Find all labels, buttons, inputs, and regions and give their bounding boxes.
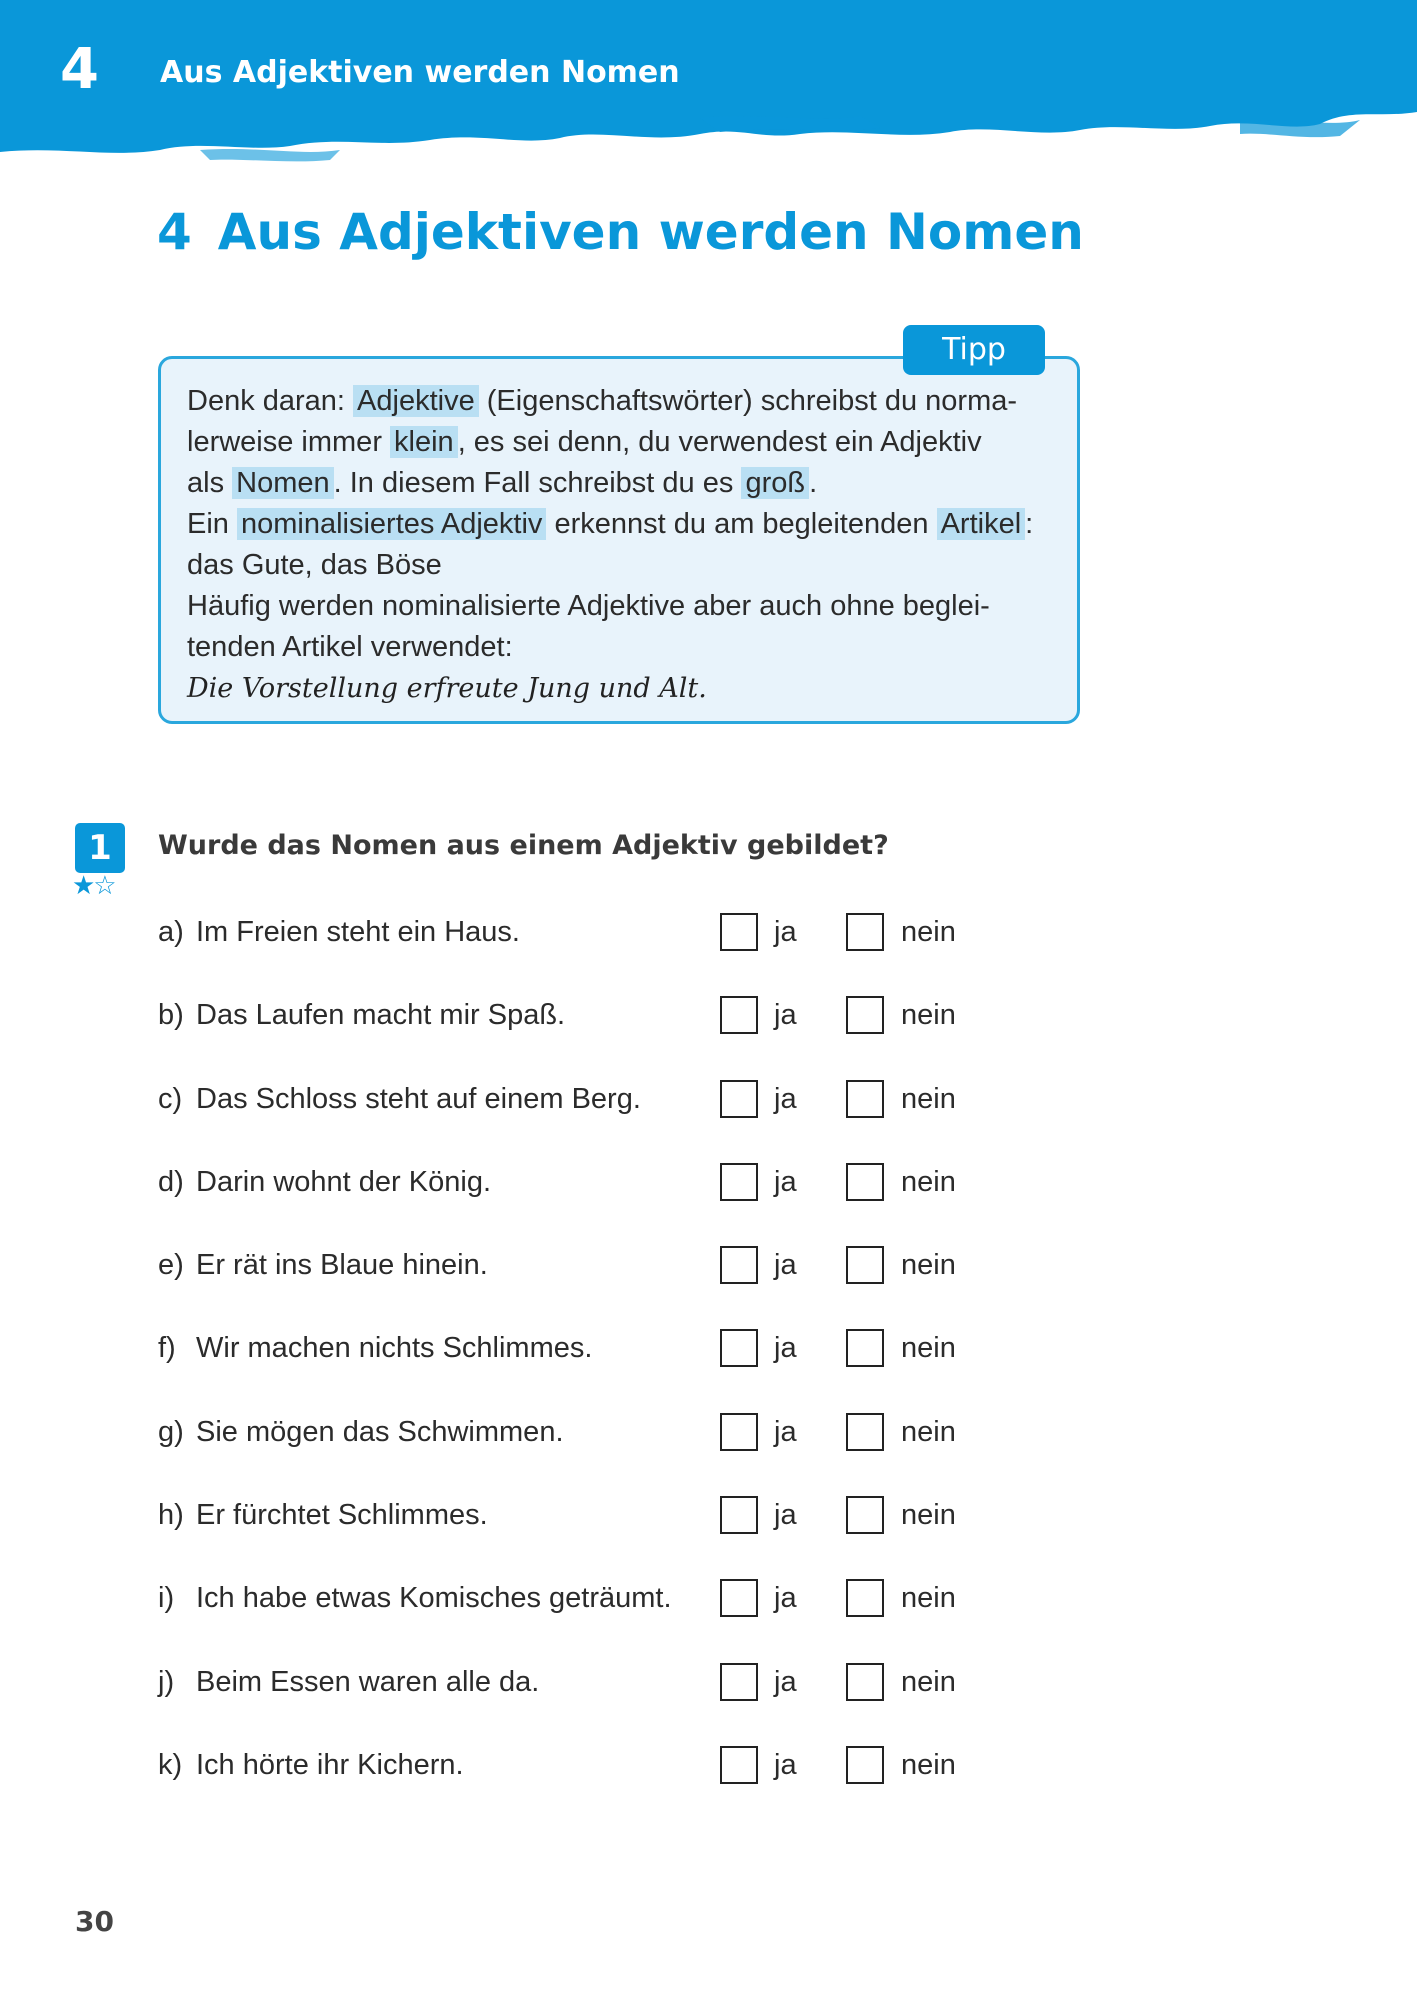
item-letter: h) <box>158 1499 184 1532</box>
item-letter: a) <box>158 916 184 948</box>
checkbox-ja[interactable] <box>720 996 758 1034</box>
checkbox-ja[interactable] <box>720 1163 758 1201</box>
task-number-badge: 1 <box>75 823 125 873</box>
item-letter: b) <box>158 999 184 1032</box>
item-letter: d) <box>158 1165 184 1198</box>
page-title-text: Aus Adjektiven werden Nomen <box>217 203 1084 261</box>
item-sentence: Darin wohnt der König. <box>196 1165 491 1198</box>
option-nein-label: nein <box>901 1748 956 1781</box>
checkbox-ja[interactable] <box>720 1496 758 1534</box>
option-nein-label: nein <box>901 1415 956 1448</box>
chapter-number: 4 <box>60 37 99 102</box>
tipp-box <box>158 356 1080 724</box>
tipp-text-segment: , es sei denn, du verwendest ein Adjektiv <box>457 426 982 458</box>
item-sentence: Beim Essen waren alle da. <box>196 1665 540 1698</box>
item-sentence: Ich hörte ihr Kichern. <box>196 1748 464 1781</box>
option-nein-label: nein <box>901 1665 956 1698</box>
exercise-item <box>158 1737 1058 1820</box>
checkbox-ja[interactable] <box>720 1246 758 1284</box>
checkbox-nein[interactable] <box>846 913 884 951</box>
option-ja-label: ja <box>774 1082 797 1115</box>
option-ja-label: ja <box>774 1249 797 1282</box>
exercise-item <box>158 1071 1058 1154</box>
highlighted-term: klein <box>390 426 458 458</box>
checkbox-ja[interactable] <box>720 1080 758 1118</box>
checkbox-nein[interactable] <box>846 1329 884 1367</box>
option-ja-label: ja <box>774 1582 797 1615</box>
exercise-item <box>158 904 1058 987</box>
option-nein-label: nein <box>901 1082 956 1115</box>
exercise-item <box>158 1570 1058 1653</box>
option-nein-label: nein <box>901 1332 956 1365</box>
tipp-text-segment: tenden Artikel verwendet: <box>187 631 513 663</box>
exercise-item <box>158 1320 1058 1403</box>
tipp-text-segment: . <box>809 467 818 499</box>
checkbox-ja[interactable] <box>720 913 758 951</box>
tipp-text-segment: (Eigenschaftswörter) schreibst du norma- <box>478 385 1018 417</box>
item-letter: j) <box>158 1665 175 1698</box>
option-ja-label: ja <box>774 1748 797 1781</box>
tipp-example: Die Vorstellung erfreute Jung und Alt. <box>187 673 707 704</box>
chapter-banner <box>0 0 1417 185</box>
highlighted-term: Nomen <box>232 467 334 499</box>
exercise-item <box>158 1404 1058 1487</box>
checkbox-nein[interactable] <box>846 996 884 1034</box>
task-question: Wurde das Nomen aus einem Adjektiv gebildet? <box>158 830 889 861</box>
option-nein-label: nein <box>901 1249 956 1282</box>
option-nein-label: nein <box>901 1165 956 1198</box>
checkbox-nein[interactable] <box>846 1246 884 1284</box>
tipp-label: Tipp <box>903 325 1045 375</box>
item-sentence: Ich habe etwas Komisches geträumt. <box>196 1582 672 1615</box>
highlighted-term: groß <box>741 467 809 499</box>
tipp-text-segment: Häufig werden nominalisierte Adjektive aber auch ohne beglei- <box>187 590 990 622</box>
item-sentence: Sie mögen das Schwimmen. <box>196 1415 564 1448</box>
checkbox-nein[interactable] <box>846 1496 884 1534</box>
option-ja-label: ja <box>774 1499 797 1532</box>
item-letter: k) <box>158 1748 183 1781</box>
exercise-item <box>158 987 1058 1070</box>
difficulty-stars-icon: ★☆ <box>72 870 115 900</box>
option-ja-label: ja <box>774 1665 797 1698</box>
checkbox-ja[interactable] <box>720 1746 758 1784</box>
tipp-text-segment: lerweise immer <box>187 426 391 458</box>
tipp-text-segment: : <box>1025 508 1034 540</box>
exercise-item <box>158 1237 1058 1320</box>
item-letter: c) <box>158 1082 183 1115</box>
checkbox-nein[interactable] <box>846 1579 884 1617</box>
checkbox-nein[interactable] <box>846 1080 884 1118</box>
exercise-item <box>158 1654 1058 1737</box>
item-sentence: Im Freien steht ein Haus. <box>196 916 520 948</box>
item-sentence: Er fürchtet Schlimmes. <box>196 1499 488 1532</box>
checkbox-ja[interactable] <box>720 1663 758 1701</box>
item-letter: i) <box>158 1582 175 1615</box>
option-nein-label: nein <box>901 1582 956 1615</box>
item-sentence: Das Schloss steht auf einem Berg. <box>196 1082 641 1115</box>
page-number: 30 <box>75 1905 114 1938</box>
tipp-text-segment: erkennst du am begleitenden <box>546 508 937 540</box>
option-nein-label: nein <box>901 916 956 948</box>
checkbox-ja[interactable] <box>720 1413 758 1451</box>
checkbox-ja[interactable] <box>720 1329 758 1367</box>
tipp-text-segment: . In diesem Fall schreibst du es <box>333 467 742 499</box>
exercise-list <box>158 904 1058 1820</box>
item-letter: e) <box>158 1249 184 1282</box>
option-ja-label: ja <box>774 1165 797 1198</box>
exercise-item <box>158 1487 1058 1570</box>
option-ja-label: ja <box>774 916 797 948</box>
checkbox-nein[interactable] <box>846 1413 884 1451</box>
option-nein-label: nein <box>901 1499 956 1532</box>
brush-stroke-banner <box>0 0 1417 185</box>
page-title <box>157 205 1084 260</box>
item-sentence: Er rät ins Blaue hinein. <box>196 1249 488 1282</box>
highlighted-term: Artikel <box>937 508 1026 540</box>
tipp-text-segment: das Gute, das Böse <box>187 549 442 581</box>
option-ja-label: ja <box>774 1415 797 1448</box>
page-title-number: 4 <box>157 203 192 261</box>
item-sentence: Das Laufen macht mir Spaß. <box>196 999 566 1032</box>
option-ja-label: ja <box>774 999 797 1032</box>
chapter-title: Aus Adjektiven werden Nomen <box>160 55 680 90</box>
item-letter: g) <box>158 1415 184 1448</box>
exercise-item <box>158 1154 1058 1237</box>
highlighted-term: Adjektive <box>353 385 479 417</box>
tipp-text-segment: Denk daran: <box>187 385 354 417</box>
checkbox-ja[interactable] <box>720 1579 758 1617</box>
tipp-text-segment: als <box>187 467 233 499</box>
tipp-text <box>187 381 1053 668</box>
checkbox-nein[interactable] <box>846 1746 884 1784</box>
checkbox-nein[interactable] <box>846 1163 884 1201</box>
item-sentence: Wir machen nichts Schlimmes. <box>196 1332 593 1365</box>
option-ja-label: ja <box>774 1332 797 1365</box>
item-letter: f) <box>158 1332 176 1365</box>
option-nein-label: nein <box>901 999 956 1032</box>
tipp-text-segment: Ein <box>187 508 237 540</box>
checkbox-nein[interactable] <box>846 1663 884 1701</box>
highlighted-term: nominalisiertes Adjektiv <box>237 508 546 540</box>
